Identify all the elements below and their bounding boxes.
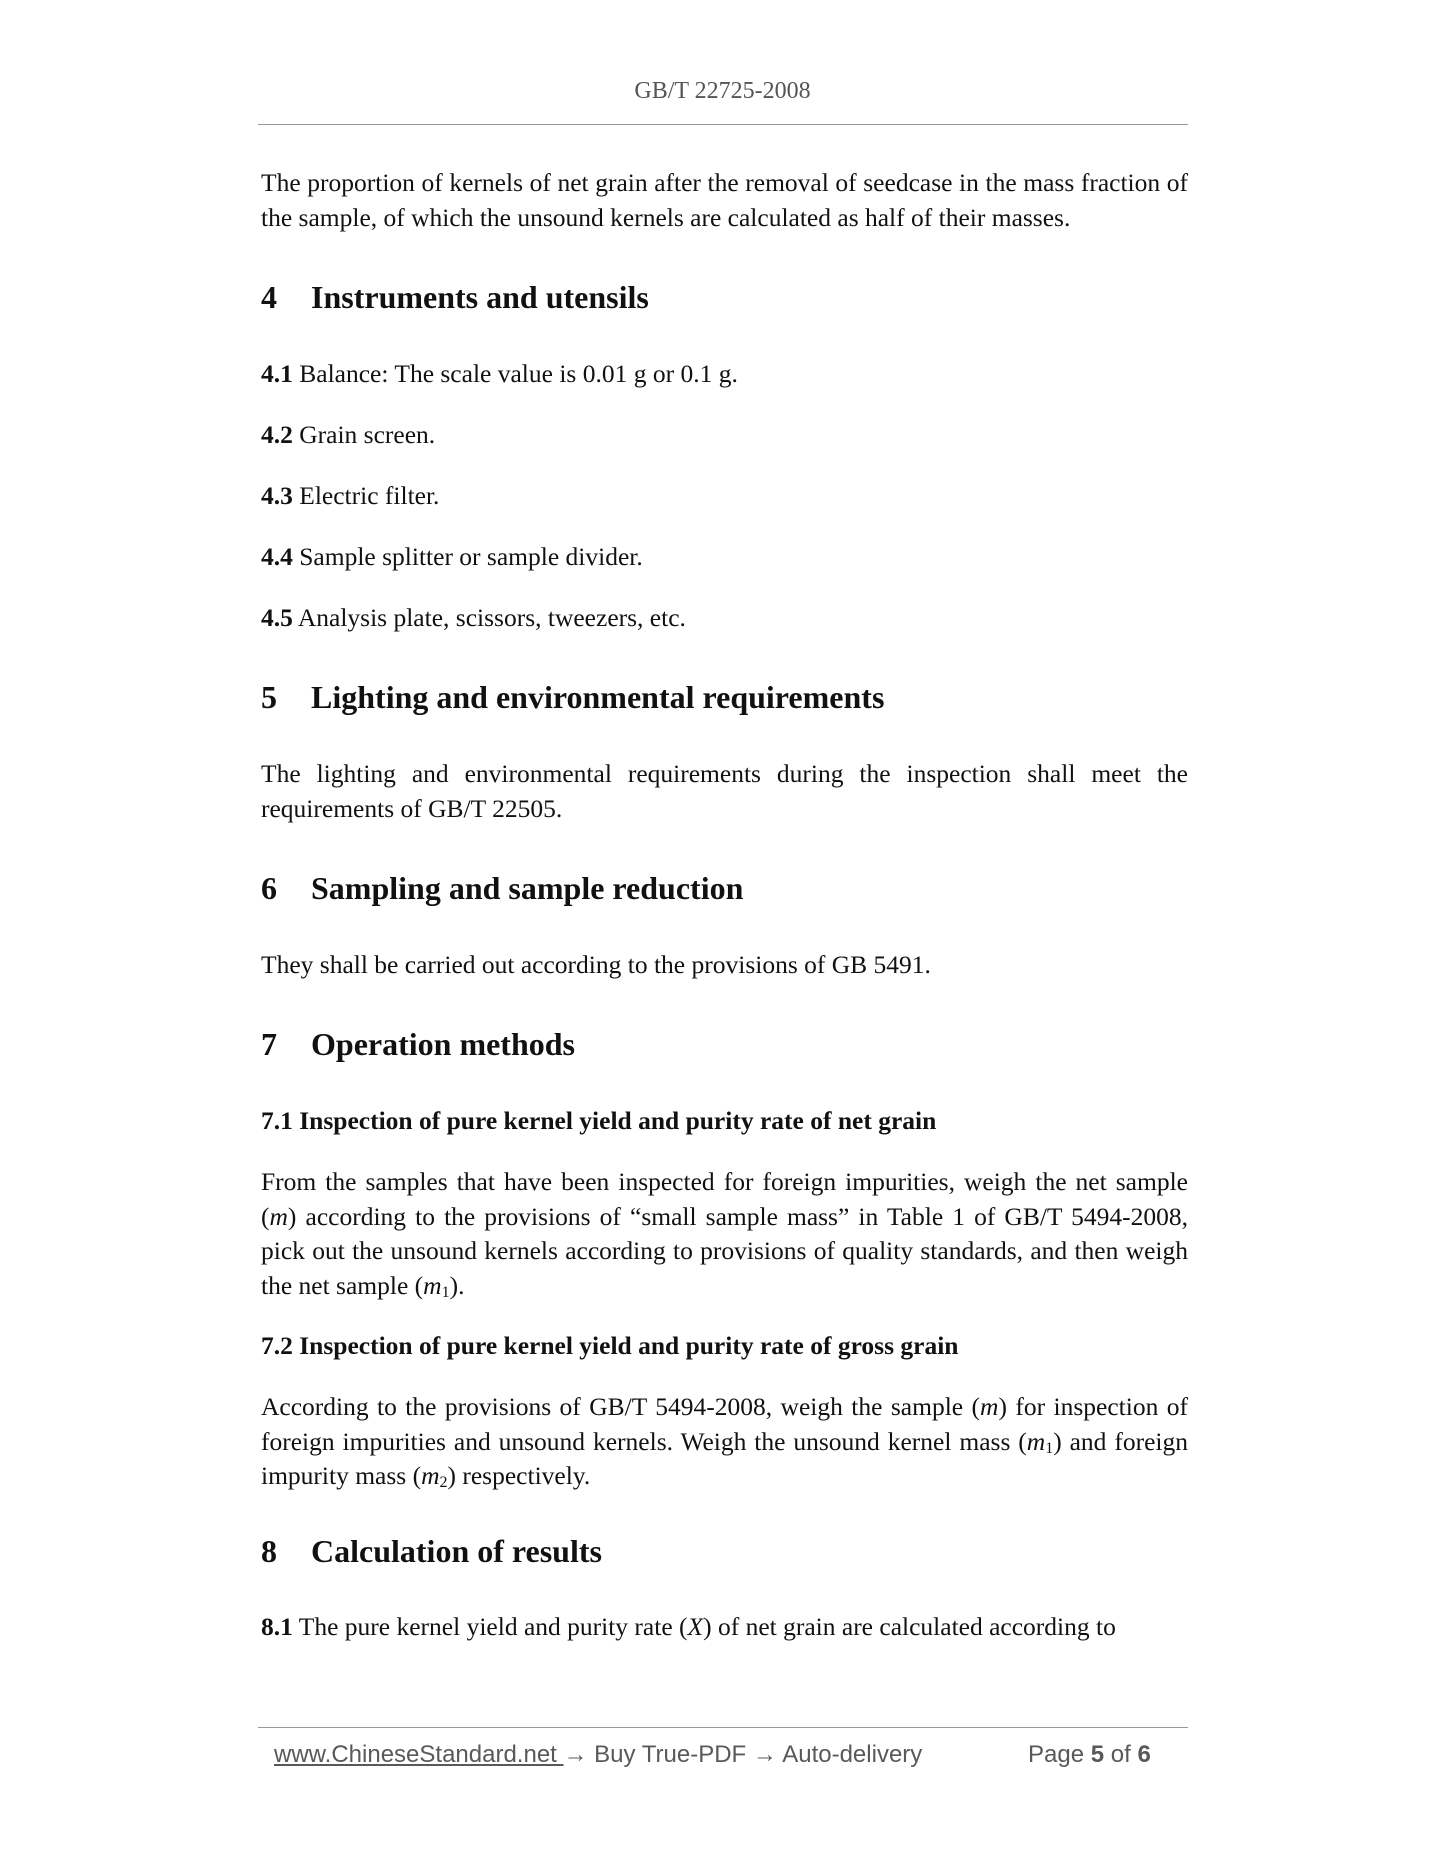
subsection-7-2-paragraph: [261, 1390, 1188, 1494]
variable-m: m: [269, 1201, 288, 1231]
section-number: 6: [261, 870, 277, 906]
page-footer: [0, 1741, 1445, 1781]
page-label: Page: [1028, 1741, 1091, 1768]
clause-4-4: [261, 540, 1188, 575]
arrow-right-icon: →: [752, 1741, 777, 1768]
auto-delivery-text: Auto-delivery: [776, 1741, 923, 1768]
section-6-paragraph: They shall be carried out according to the provisions of GB 5491.: [261, 950, 931, 979]
variable-m: m: [421, 1461, 440, 1490]
clause-number: 4.4: [261, 542, 293, 571]
section-5-heading: [261, 677, 1188, 717]
section-number: 7: [261, 1026, 277, 1062]
buy-pdf-text: Buy True-PDF: [587, 1741, 753, 1768]
clause-number: 4.5: [261, 603, 293, 632]
subscript: 1: [441, 1283, 450, 1301]
text-run: ) respectively.: [447, 1461, 591, 1490]
current-page: 5: [1090, 1741, 1105, 1768]
subsection-7-1-paragraph: [261, 1165, 1188, 1303]
variable-m: m: [423, 1270, 442, 1300]
text-run: The pure kernel yield and purity rate (: [292, 1612, 688, 1641]
subscript: 2: [439, 1474, 448, 1491]
section-title: Calculation of results: [311, 1533, 602, 1569]
clause-8-1: [261, 1610, 1188, 1645]
subsection-7-2-heading: 7.2 Inspection of pure kernel yield and purity rate of gross grain: [261, 1331, 959, 1360]
clause-text: Analysis plate, scissors, tweezers, etc.: [297, 603, 686, 632]
variable-m: m: [980, 1392, 999, 1421]
clause-text: Electric filter.: [299, 481, 440, 510]
clause-text: Grain screen.: [299, 420, 436, 449]
section-7-heading: [261, 1024, 1188, 1064]
total-pages: 6: [1137, 1741, 1151, 1768]
text-run: ) for inspection of foreign impurities and unsound kernels. Weigh the unsound kernel mass (: [261, 1392, 1188, 1456]
clause-number: 4.3: [261, 481, 293, 510]
subsection-7-1-heading: 7.1 Inspection of pure kernel yield and purity rate of net grain: [261, 1106, 937, 1135]
section-number: 4: [261, 279, 277, 315]
of-label: of: [1104, 1741, 1138, 1768]
running-header: GB/T 22725-2008: [634, 78, 811, 104]
variable-x: X: [687, 1612, 704, 1641]
section-title: Instruments and utensils: [311, 279, 649, 315]
text-run: ).: [449, 1270, 465, 1300]
text-run: ) and foreign impurity mass (: [261, 1426, 1188, 1490]
clause-number: 4.1: [261, 359, 293, 388]
section-number: 8: [261, 1533, 277, 1569]
clause-4-2: [261, 418, 1188, 453]
text-run: According to the provisions of GB/T 5494-2008, weigh the sample (: [261, 1392, 981, 1421]
footer-rule: [258, 1727, 1188, 1728]
text-run: From the samples that have been inspected for foreign impurities, weigh the net sample (: [261, 1167, 1188, 1231]
text-run: ) according to the provisions of “small sample mass” in Table 1 of GB/T 5494-2008, pick out the unsound kernels according to provisions of quality standards, and then weigh the net sample (: [261, 1201, 1188, 1300]
clause-text: Balance: The scale value is 0.01 g or 0.1 g.: [299, 359, 738, 388]
arrow-right-icon: →: [563, 1741, 588, 1768]
clause-text: Sample splitter or sample divider.: [299, 542, 643, 571]
section-title: Sampling and sample reduction: [311, 870, 744, 906]
clause-number: 4.2: [261, 420, 293, 449]
section-title: Lighting and environmental requirements: [311, 679, 885, 715]
variable-m: m: [1026, 1426, 1046, 1456]
section-number: 5: [261, 679, 277, 715]
intro-paragraph: The proportion of kernels of net grain after the removal of seedcase in the mass fraction of the sample, of which the unsound kernels are calculated as half of their masses.: [261, 168, 1188, 232]
footer-links: [274, 1741, 922, 1769]
clause-4-3: [261, 479, 1188, 514]
clause-number: 8.1: [261, 1612, 293, 1641]
section-8-heading: [261, 1531, 1188, 1571]
section-title: Operation methods: [311, 1026, 575, 1062]
clause-4-1: [261, 357, 1188, 392]
page-number: [1028, 1741, 1151, 1769]
section-6-heading: [261, 868, 1188, 908]
website-link[interactable]: www.ChineseStandard.net: [274, 1741, 564, 1768]
header-rule: [258, 124, 1188, 125]
subscript: 1: [1045, 1439, 1054, 1457]
clause-4-5: [261, 601, 1188, 636]
section-5-paragraph: The lighting and environmental requirements during the inspection shall meet the requirements of GB/T 22505.: [261, 759, 1188, 823]
text-run: ) of net grain are calculated according to: [703, 1612, 1116, 1641]
section-4-heading: [261, 277, 1188, 317]
